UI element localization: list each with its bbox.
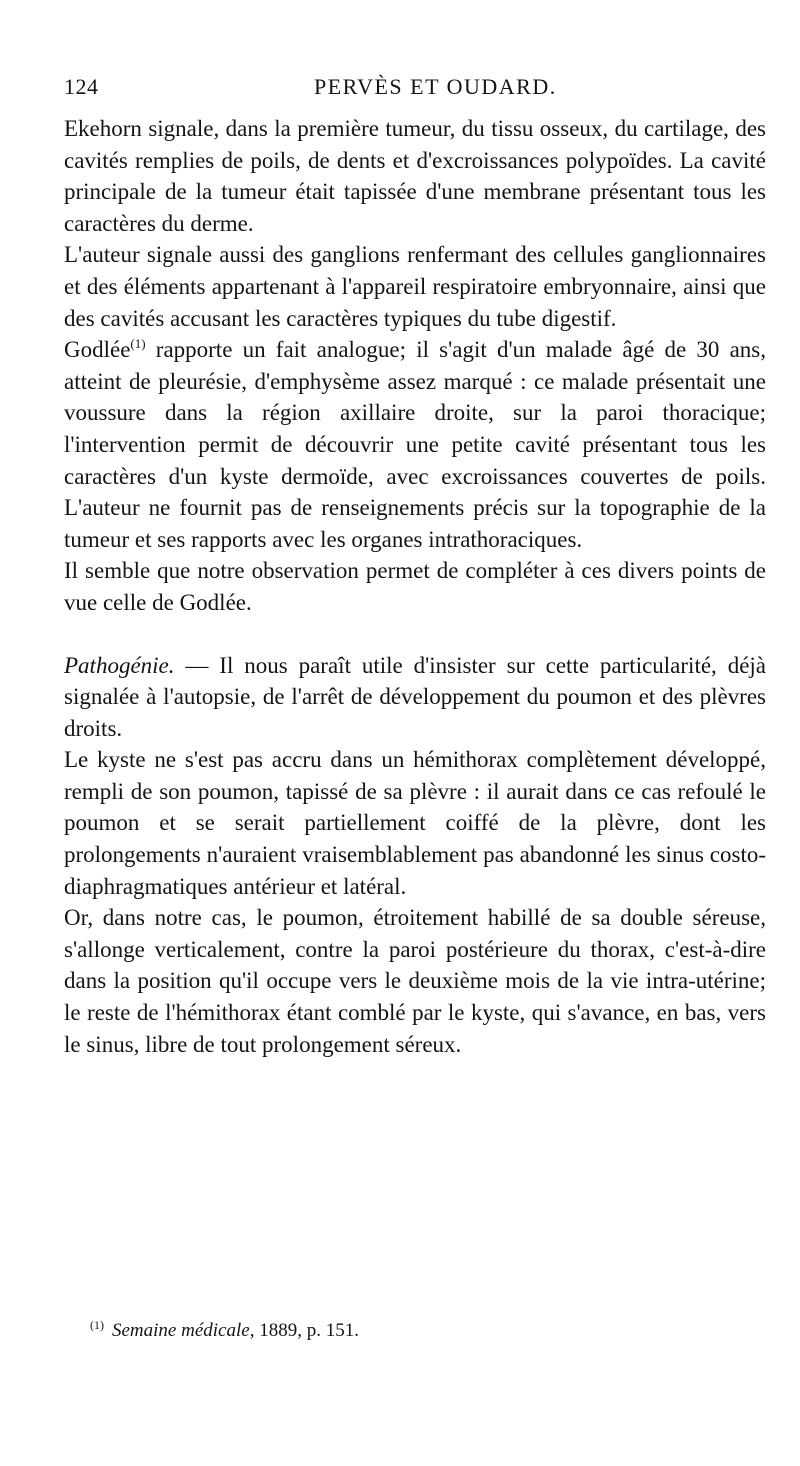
section-heading-pathogenie: Pathogénie. <box>64 652 175 678</box>
footnote-marker: (1) <box>90 1318 104 1332</box>
paragraph-observation: Il semble que notre observation permet de compléter à ces divers points de vue celle de Godlée. <box>64 558 766 615</box>
paragraph-ekehorn: Ekehorn signale, dans la première tumeur, du tissu osseux, du cartilage, des cavités remplies de poils, de dents et d'excroissances polypoïdes. La cavité principale de la tumeur était tapissée d'une membrane présentant tous les caractères du derme. <box>64 116 766 236</box>
footnote-reference: (1) <box>130 336 146 352</box>
paragraph-godlee-text: rapporte un fait analogue; il s'agit d'un malade âgé de 30 ans, atteint de pleurésie, d'emphysème assez marqué : ce malade présentait une voussure dans la région axillaire droite, sur la paroi thoracique; l'intervention permit de découvrir une petite cavité présentant tous les caractères d'un kyste dermoïde, avec excroissances couvertes de poils. L'auteur ne fournit pas de renseignements précis sur la topographie de la tumeur et ses rapports avec les organes intrathoraciques. <box>64 337 766 552</box>
paragraph-pathogenie <box>64 650 766 745</box>
page-number: 124 <box>64 74 99 99</box>
footnote-journal: Semaine médicale <box>112 1320 250 1341</box>
body-text <box>64 113 766 1060</box>
paragraph-kyste: Le kyste ne s'est pas accru dans un hémithorax complètement développé, rempli de son poumon, tapissé de sa plèvre : il aurait dans ce cas refoulé le poumon et se serait partiellement coiffé de la plèvre, dont les prolongements n'auraient vraisemblablement pas abandonné les sinus costo-diaphragmatiques antérieur et latéral. <box>64 747 766 899</box>
paragraph-poumon: Or, dans notre cas, le poumon, étroitement habillé de sa double séreuse, s'allonge verticalement, contre la paroi postérieure du thorax, c'est-à-dire dans la position qu'il occupe vers le deuxième mois de la vie intra-utérine; le reste de l'hémithorax étant comblé par le kyste, qui s'avance, en bas, vers le sinus, libre de tout prolongement séreux. <box>64 905 766 1057</box>
author-name-godlee: Godlée <box>64 337 131 363</box>
paragraph-auteur-ganglions: L'auteur signale aussi des ganglions renfermant des cellules ganglionnaires et des éléments appartenant à l'appareil respiratoire embryonnaire, ainsi que des cavités accusant les caractères typiques du tube digestif. <box>64 242 766 331</box>
page-header <box>64 74 764 104</box>
footnote-details: , 1889, p. 151. <box>249 1320 359 1341</box>
running-title: PERVÈS ET OUDARD. <box>314 74 557 99</box>
paragraph-pathogenie-text: — Il nous paraît utile d'insister sur cette particularité, déjà signalée à l'autopsie, de l'arrêt de développement du poumon et des plèvres droits. <box>64 652 766 741</box>
footnote <box>90 1318 750 1342</box>
paragraph-godlee <box>64 334 766 555</box>
